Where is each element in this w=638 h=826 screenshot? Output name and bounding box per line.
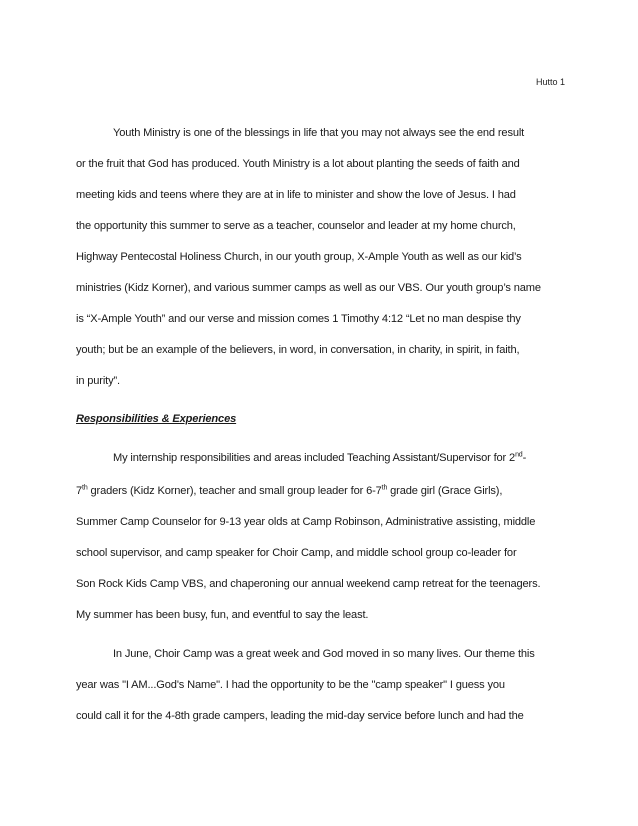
paragraph-2-line: school supervisor, and camp speaker for Choir Camp, and middle school group co-leader for (76, 547, 517, 559)
paragraph-1-line: the opportunity this summer to serve as a teacher, counselor and leader at my home church, (76, 220, 516, 232)
section-heading: Responsibilities & Experiences (76, 413, 237, 425)
paragraph-2-line: Summer Camp Counselor for 9-13 year olds at Camp Robinson, Administrative assisting, middle (76, 516, 536, 528)
paragraph-3-line: In June, Choir Camp was a great week and God moved in so many lives. Our theme this (113, 648, 535, 660)
paragraph-2-line: My summer has been busy, fun, and eventful to say the least. (76, 609, 369, 621)
page-header: Hutto 1 (535, 77, 565, 87)
paragraph-2-text: grade girl (Grace Girls), (387, 485, 503, 497)
ordinal-suffix: th (82, 484, 88, 492)
paragraph-1-line: in purity”. (76, 375, 120, 387)
ordinal-suffix: th (381, 484, 388, 492)
paragraph-1-line: youth; but be an example of the believers, in word, in conversation, in charity, in spirit, in faith, (76, 344, 520, 356)
paragraph-3-line: year was "I AM...God's Name". I had the opportunity to be the "camp speaker" I guess you (76, 679, 505, 691)
paragraph-2-text: My internship responsibilities and areas included Teaching Assistant/Supervisor for 2 (113, 452, 516, 464)
paragraph-2-line (113, 451, 608, 465)
paragraph-1-line: or the fruit that God has produced. Youth Ministry is a lot about planting the seeds of faith and (76, 158, 520, 170)
paragraph-1-line: ministries (Kidz Korner), and various summer camps as well as our VBS. Our youth group’s name (76, 282, 541, 294)
paragraph-3-line: could call it for the 4-8th grade campers, leading the mid-day service before lunch and had the (76, 710, 524, 722)
paragraph-2-line: Son Rock Kids Camp VBS, and chaperoning our annual weekend camp retreat for the teenagers. (76, 578, 541, 590)
ordinal-suffix: nd (515, 451, 523, 459)
paragraph-1-line: meeting kids and teens where they are at in life to minister and show the love of Jesus. I had (76, 189, 516, 201)
paragraph-1-line: Highway Pentecostal Holiness Church, in our youth group, X-Ample Youth as well as our kid’s (76, 251, 522, 263)
paragraph-2-line (76, 484, 571, 498)
paragraph-2-text: graders (Kidz Korner), teacher and small group leader for 6-7 (87, 485, 382, 497)
paragraph-1-line: is “X-Ample Youth” and our verse and mission comes 1 Timothy 4:12 “Let no man despise thy (76, 313, 521, 325)
paragraph-2-text: - (522, 452, 527, 464)
paragraph-1-line: Youth Ministry is one of the blessings in life that you may not always see the end result (113, 127, 525, 139)
paragraph-2-text: 7 (76, 485, 83, 497)
